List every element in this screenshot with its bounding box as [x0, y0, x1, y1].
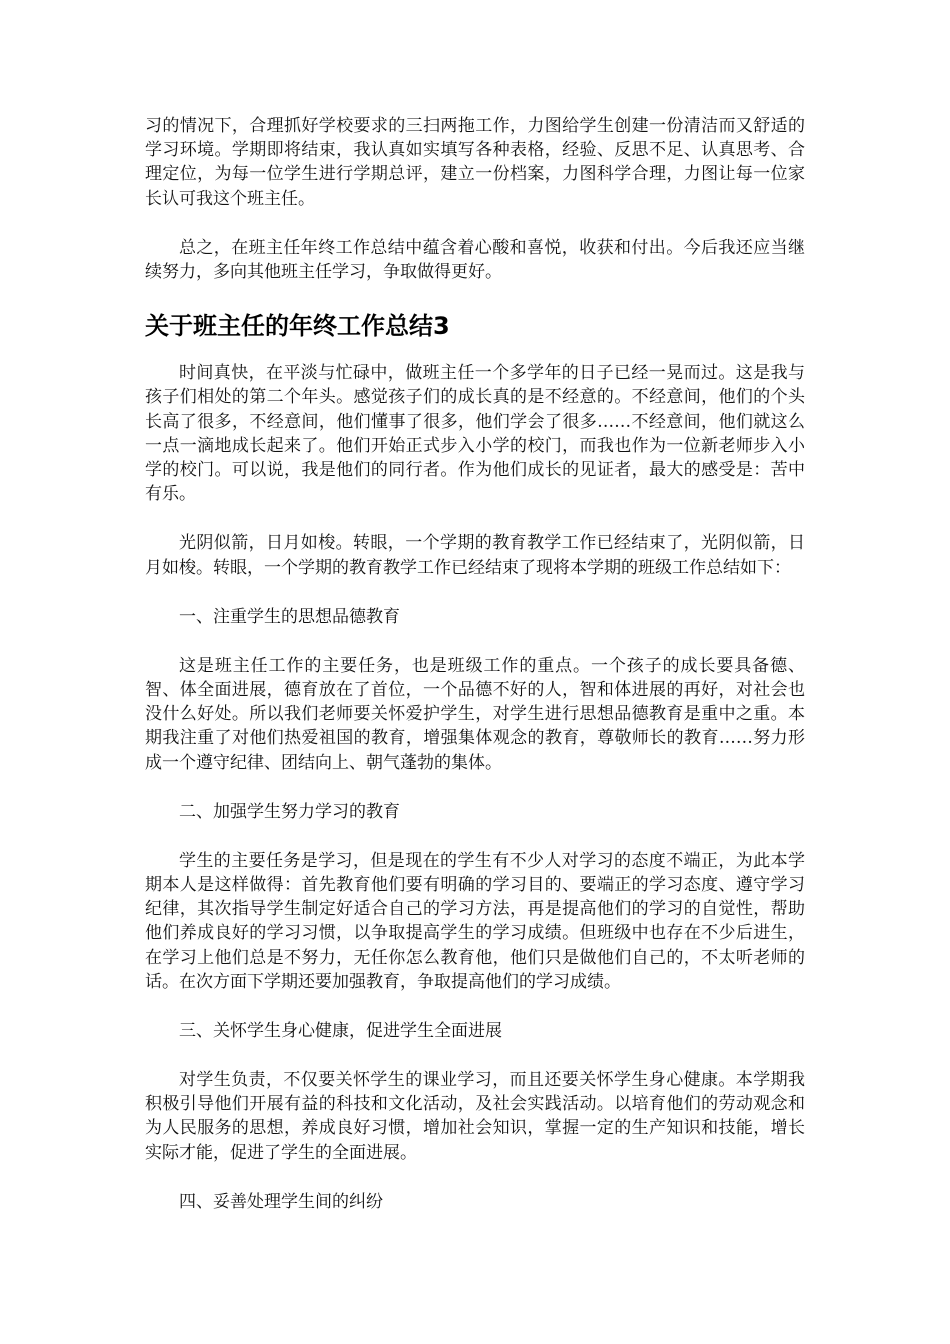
body-paragraph-2: 光阴似箭，日月如梭。转眼，一个学期的教育教学工作已经结束了，光阴似箭，日月如梭。转眼，一个学期的教育教学工作已经结束了现将本学期的班级工作总结如下：: [145, 533, 805, 578]
subsection-text-1: 这是班主任工作的主要任务，也是班级工作的重点。一个孩子的成长要具备德、智、体全面进展，德育放在了首位，一个品德不好的人，智和体进展的再好，对社会也没什么好处。所以我们老师要关怀爱护学生，对学生进行思想品德教育是重中之重。本期我注重了对他们热爱祖国的教育，增强集体观念的教育，尊敬师长的教育……努力形成一个遵守纪律、团结向上、朝气蓬勃的集体。: [145, 655, 805, 773]
intro-paragraph-2: 总之，在班主任年终工作总结中蕴含着心酸和喜悦，收获和付出。今后我还应当继续努力，多向其他班主任学习，争取做得更好。: [145, 237, 805, 283]
section-title: 关于班主任的年终工作总结3: [145, 312, 450, 341]
subsection-text-2: 学生的主要任务是学习，但是现在的学生有不少人对学习的态度不端正，为此本学期本人是这样做得：首先教育他们要有明确的学习目的、要端正的学习态度、遵守学习纪律，其次指导学生制定好适合自己的学习方法，再是提高他们的学习的自觉性，帮助他们养成良好的学习习惯，以争取提高学生的学习成绩。但班级中也存在不少后进生，在学习上他们总是不努力，无任你怎么教育他，他们只是做他们自己的，不太听老师的话。在次方面下学期还要加强教育，争取提高他们的学习成绩。: [145, 850, 805, 992]
subsection-heading-2: 二、加强学生努力学习的教育: [179, 801, 400, 822]
subsection-heading-3: 三、关怀学生身心健康，促进学生全面进展: [179, 1021, 502, 1042]
subsection-heading-4: 四、妥善处理学生间的纠纷: [179, 1191, 383, 1212]
body-paragraph-1: 时间真快，在平淡与忙碌中，做班主任一个多学年的日子已经一晃而过。这是我与孩子们相处的第二个年头。感觉孩子们的成长真的是不经意的。不经意间，他们的个头长高了很多，不经意间，他们懂事了很多，他们学会了很多……不经意间，他们就这么一点一滴地成长起来了。他们开始正式步入小学的校门，而我也作为一位新老师步入小学的校门。可以说，我是他们的同行者。作为他们成长的见证者，最大的感受是：苦中有乐。: [145, 363, 805, 505]
subsection-heading-1: 一、注重学生的思想品德教育: [179, 606, 400, 627]
document-page: [145, 114, 805, 1239]
intro-paragraph-1: 习的情况下，合理抓好学校要求的三扫两拖工作，力图给学生创建一份清洁而又舒适的学习环境。学期即将结束，我认真如实填写各种表格，经验、反思不足、认真思考、合理定位，为每一位学生进行学期总评，建立一份档案，力图科学合理，力图让每一位家长认可我这个班主任。: [145, 116, 805, 209]
subsection-text-3: 对学生负责，不仅要关怀学生的课业学习，而且还要关怀学生身心健康。本学期我积极引导他们开展有益的科技和文化活动，及社会实践活动。以培育他们的劳动观念和为人民服务的思想，养成良好习惯，增加社会知识，掌握一定的生产知识和技能，增长实际才能，促进了学生的全面进展。: [145, 1070, 805, 1163]
